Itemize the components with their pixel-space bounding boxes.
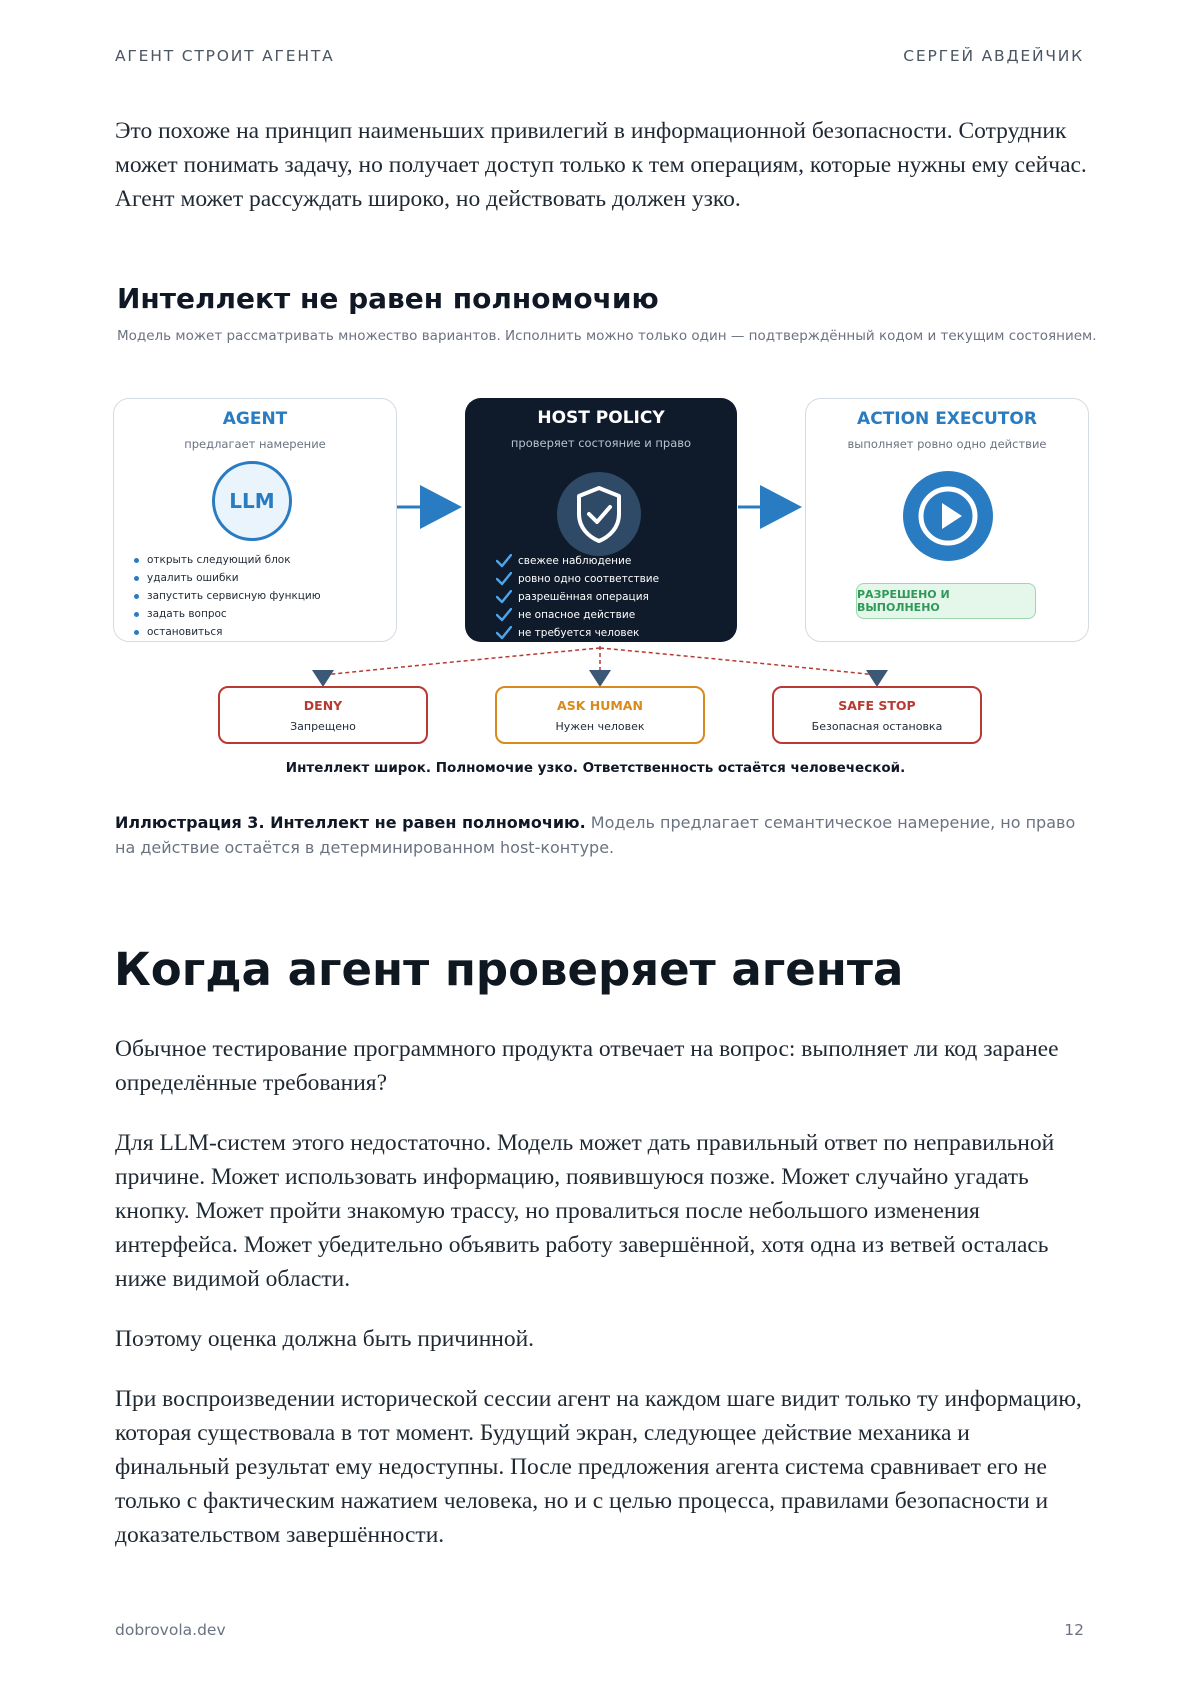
figure-title: Интеллект не равен полномочию xyxy=(117,282,659,315)
body-paragraph: Поэтому оценка должна быть причинной. xyxy=(115,1326,535,1352)
host-policy-title: HOST POLICY xyxy=(537,408,665,428)
agent-intent-item: запустить сервисную функцию xyxy=(134,587,321,605)
running-header-author: СЕРГЕЙ АВДЕЙЧИК xyxy=(903,47,1084,65)
policy-check-item: ровно одно соответствие xyxy=(496,570,659,588)
outcome-ask-human xyxy=(495,686,705,744)
agent-title: AGENT xyxy=(222,409,288,429)
outcome-deny-title: DENY xyxy=(303,698,343,713)
agent-box xyxy=(113,398,397,642)
policy-check-item: не опасное действие xyxy=(496,606,659,624)
host-policy-subtitle: проверяет состояние и право xyxy=(510,436,692,450)
policy-to-executor-arrow xyxy=(760,485,802,529)
deny-branch-arrow xyxy=(312,670,334,687)
caption-text: Модель предлагает семантическое намерение, но право на действие остаётся в детерминированном host-контуре. xyxy=(115,813,1076,857)
agent-subtitle: предлагает намерение xyxy=(184,437,326,451)
agent-intent-item: остановиться xyxy=(134,623,321,641)
llm-label: LLM xyxy=(229,489,275,513)
executor-title: ACTION EXECUTOR xyxy=(857,409,1037,429)
outcome-ask-human-subtitle: Нужен человек xyxy=(555,720,645,733)
check-icon xyxy=(496,572,512,586)
agent-intent-item: удалить ошибки xyxy=(134,569,321,587)
body-paragraph: Для LLM-систем этого недостаточно. Модель может дать правильный ответ по неправильной причине. Может использовать информацию, появившуюся позже. Может случайно угадать кнопку. Может пройти знакомую трассу, но провалиться после небольшого изменения интерфейса. Может убедительно объявить работу завершённой, хотя одна из ветвей осталась ниже видимой области. xyxy=(115,1130,1055,1292)
footer-site: dobrovola.dev xyxy=(115,1621,226,1639)
policy-checklist xyxy=(496,552,659,642)
check-icon xyxy=(496,554,512,568)
policy-check-item: свежее наблюдение xyxy=(496,552,659,570)
executor-subtitle: выполняет ровно одно действие xyxy=(847,437,1047,451)
agent-intent-item: задать вопрос xyxy=(134,605,321,623)
figure-tagline: Интеллект широк. Полномочие узко. Ответственность остаётся человеческой. xyxy=(285,760,906,776)
figure-subtitle: Модель может рассматривать множество вариантов. Исполнить можно только один — подтверждённый кодом и текущим состоянием. xyxy=(117,328,1097,344)
flow-connectors xyxy=(0,0,1191,760)
outcome-deny-subtitle: Запрещено xyxy=(290,720,356,733)
body-paragraph: При воспроизведении исторической сессии агент на каждом шаге видит только ту информацию, которая существовала в тот момент. Будущий экран, следующее действие механика и финальный результат ему недоступны. После предложения агента система сравнивает его не только с фактическим нажатием человека, но и с целью процесса, правилами безопасности и доказательством завершённости. xyxy=(115,1386,1082,1548)
llm-icon xyxy=(212,461,292,541)
safe-stop-branch-arrow xyxy=(866,670,888,687)
outcome-safe-stop xyxy=(772,686,982,744)
check-icon xyxy=(496,590,512,604)
outcome-safe-stop-title: SAFE STOP xyxy=(838,698,916,713)
check-icon xyxy=(496,626,512,640)
shield-check-icon xyxy=(557,472,641,556)
outcome-ask-human-title: ASK HUMAN xyxy=(557,698,643,713)
agent-intent-item: открыть следующий блок xyxy=(134,551,321,569)
body-paragraph: Обычное тестирование программного продукта отвечает на вопрос: выполняет ли код заранее определённые требования? xyxy=(115,1036,1059,1096)
section-heading: Когда агент проверяет агента xyxy=(114,943,904,996)
check-icon xyxy=(496,608,512,622)
agent-intent-list xyxy=(134,551,321,641)
safe-stop-branch-line xyxy=(600,648,877,675)
page-number: 12 xyxy=(1064,1621,1084,1639)
ask-human-branch-arrow xyxy=(589,670,611,687)
deny-branch-line xyxy=(323,648,600,675)
action-executor-box xyxy=(805,398,1089,642)
running-header-title: АГЕНТ СТРОИТ АГЕНТА xyxy=(115,47,335,65)
intro-paragraph: Это похоже на принцип наименьших привилегий в информационной безопасности. Сотрудник может понимать задачу, но получает доступ только к тем операциям, которые нужны ему сейчас. Агент может рассуждать широко, но действовать должен узко. xyxy=(115,118,1087,212)
outcome-deny xyxy=(218,686,428,744)
policy-check-item: не требуется человек xyxy=(496,624,659,642)
caption-label: Иллюстрация 3. Интеллект не равен полномочию. xyxy=(115,813,586,832)
outcome-safe-stop-subtitle: Безопасная остановка xyxy=(811,720,943,733)
figure-caption xyxy=(115,810,1090,860)
status-badge-allowed: РАЗРЕШЕНО И ВЫПОЛНЕНО xyxy=(856,583,1036,619)
policy-check-item: разрешённая операция xyxy=(496,588,659,606)
host-policy-box xyxy=(465,398,737,642)
agent-to-policy-arrow xyxy=(420,485,462,529)
play-icon xyxy=(903,471,993,561)
